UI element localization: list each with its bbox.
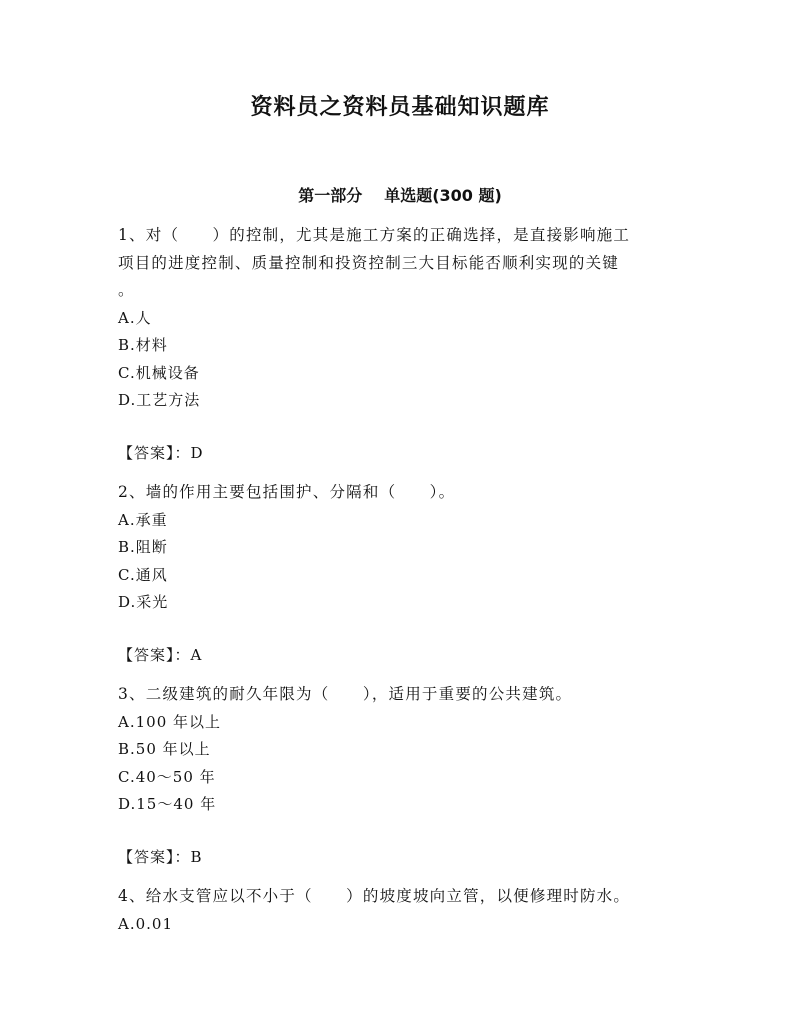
document-title: 资料员之资料员基础知识题库 xyxy=(250,95,550,120)
option-d: D.采光 xyxy=(118,593,169,611)
option-c: C.机械设备 xyxy=(118,363,200,382)
option-d: D.15～40 年 xyxy=(118,795,217,813)
option-c: C.通风 xyxy=(118,565,168,584)
answer-label: 【答案】 xyxy=(118,847,175,866)
section-part: 第一部分 xyxy=(298,186,363,205)
option-a: A.承重 xyxy=(118,510,168,529)
answer-separator: ： xyxy=(174,847,191,866)
option-b: B.材料 xyxy=(118,336,168,354)
answer-line xyxy=(118,440,678,468)
question-stem-line: 1、对（ ）的控制，尤其是施工方案的正确选择，是直接影响施工 xyxy=(118,226,631,244)
option-b: B.50 年以上 xyxy=(118,740,211,758)
section-heading xyxy=(0,183,800,209)
question-1 xyxy=(118,222,678,467)
question-stem-line: 2、墙的作用主要包括围护、分隔和（ ）。 xyxy=(118,483,456,501)
question-stem-line: 项目的进度控制、质量控制和投资控制三大目标能否顺利实现的关键 xyxy=(118,253,620,272)
option-c: C.40～50 年 xyxy=(118,767,216,786)
answer-value: B xyxy=(190,847,203,866)
answer-line xyxy=(118,642,678,670)
answer-value: A xyxy=(190,645,203,664)
question-stem-line: 4、给水支管应以不小于（ ）的坡度坡向立管，以便修理时防水。 xyxy=(118,887,631,905)
answer-line xyxy=(118,844,678,872)
answer-label: 【答案】 xyxy=(118,645,175,664)
question-list xyxy=(118,222,678,938)
question-3 xyxy=(118,681,678,871)
question-stem-line: 3、二级建筑的耐久年限为（ ），适用于重要的公共建筑。 xyxy=(118,685,573,703)
question-stem-line: 。 xyxy=(118,281,135,299)
answer-label: 【答案】 xyxy=(118,443,175,462)
question-2 xyxy=(118,479,678,669)
option-a: A.100 年以上 xyxy=(118,712,221,731)
question-4 xyxy=(118,883,678,938)
option-a: A.人 xyxy=(118,308,152,327)
answer-value: D xyxy=(190,443,204,462)
answer-separator: ： xyxy=(174,443,191,462)
option-a: A.0.01 xyxy=(118,914,173,933)
option-d: D.工艺方法 xyxy=(118,391,201,409)
section-name: 单选题(300 题) xyxy=(384,186,502,205)
answer-separator: ： xyxy=(174,645,191,664)
option-b: B.阻断 xyxy=(118,538,168,556)
